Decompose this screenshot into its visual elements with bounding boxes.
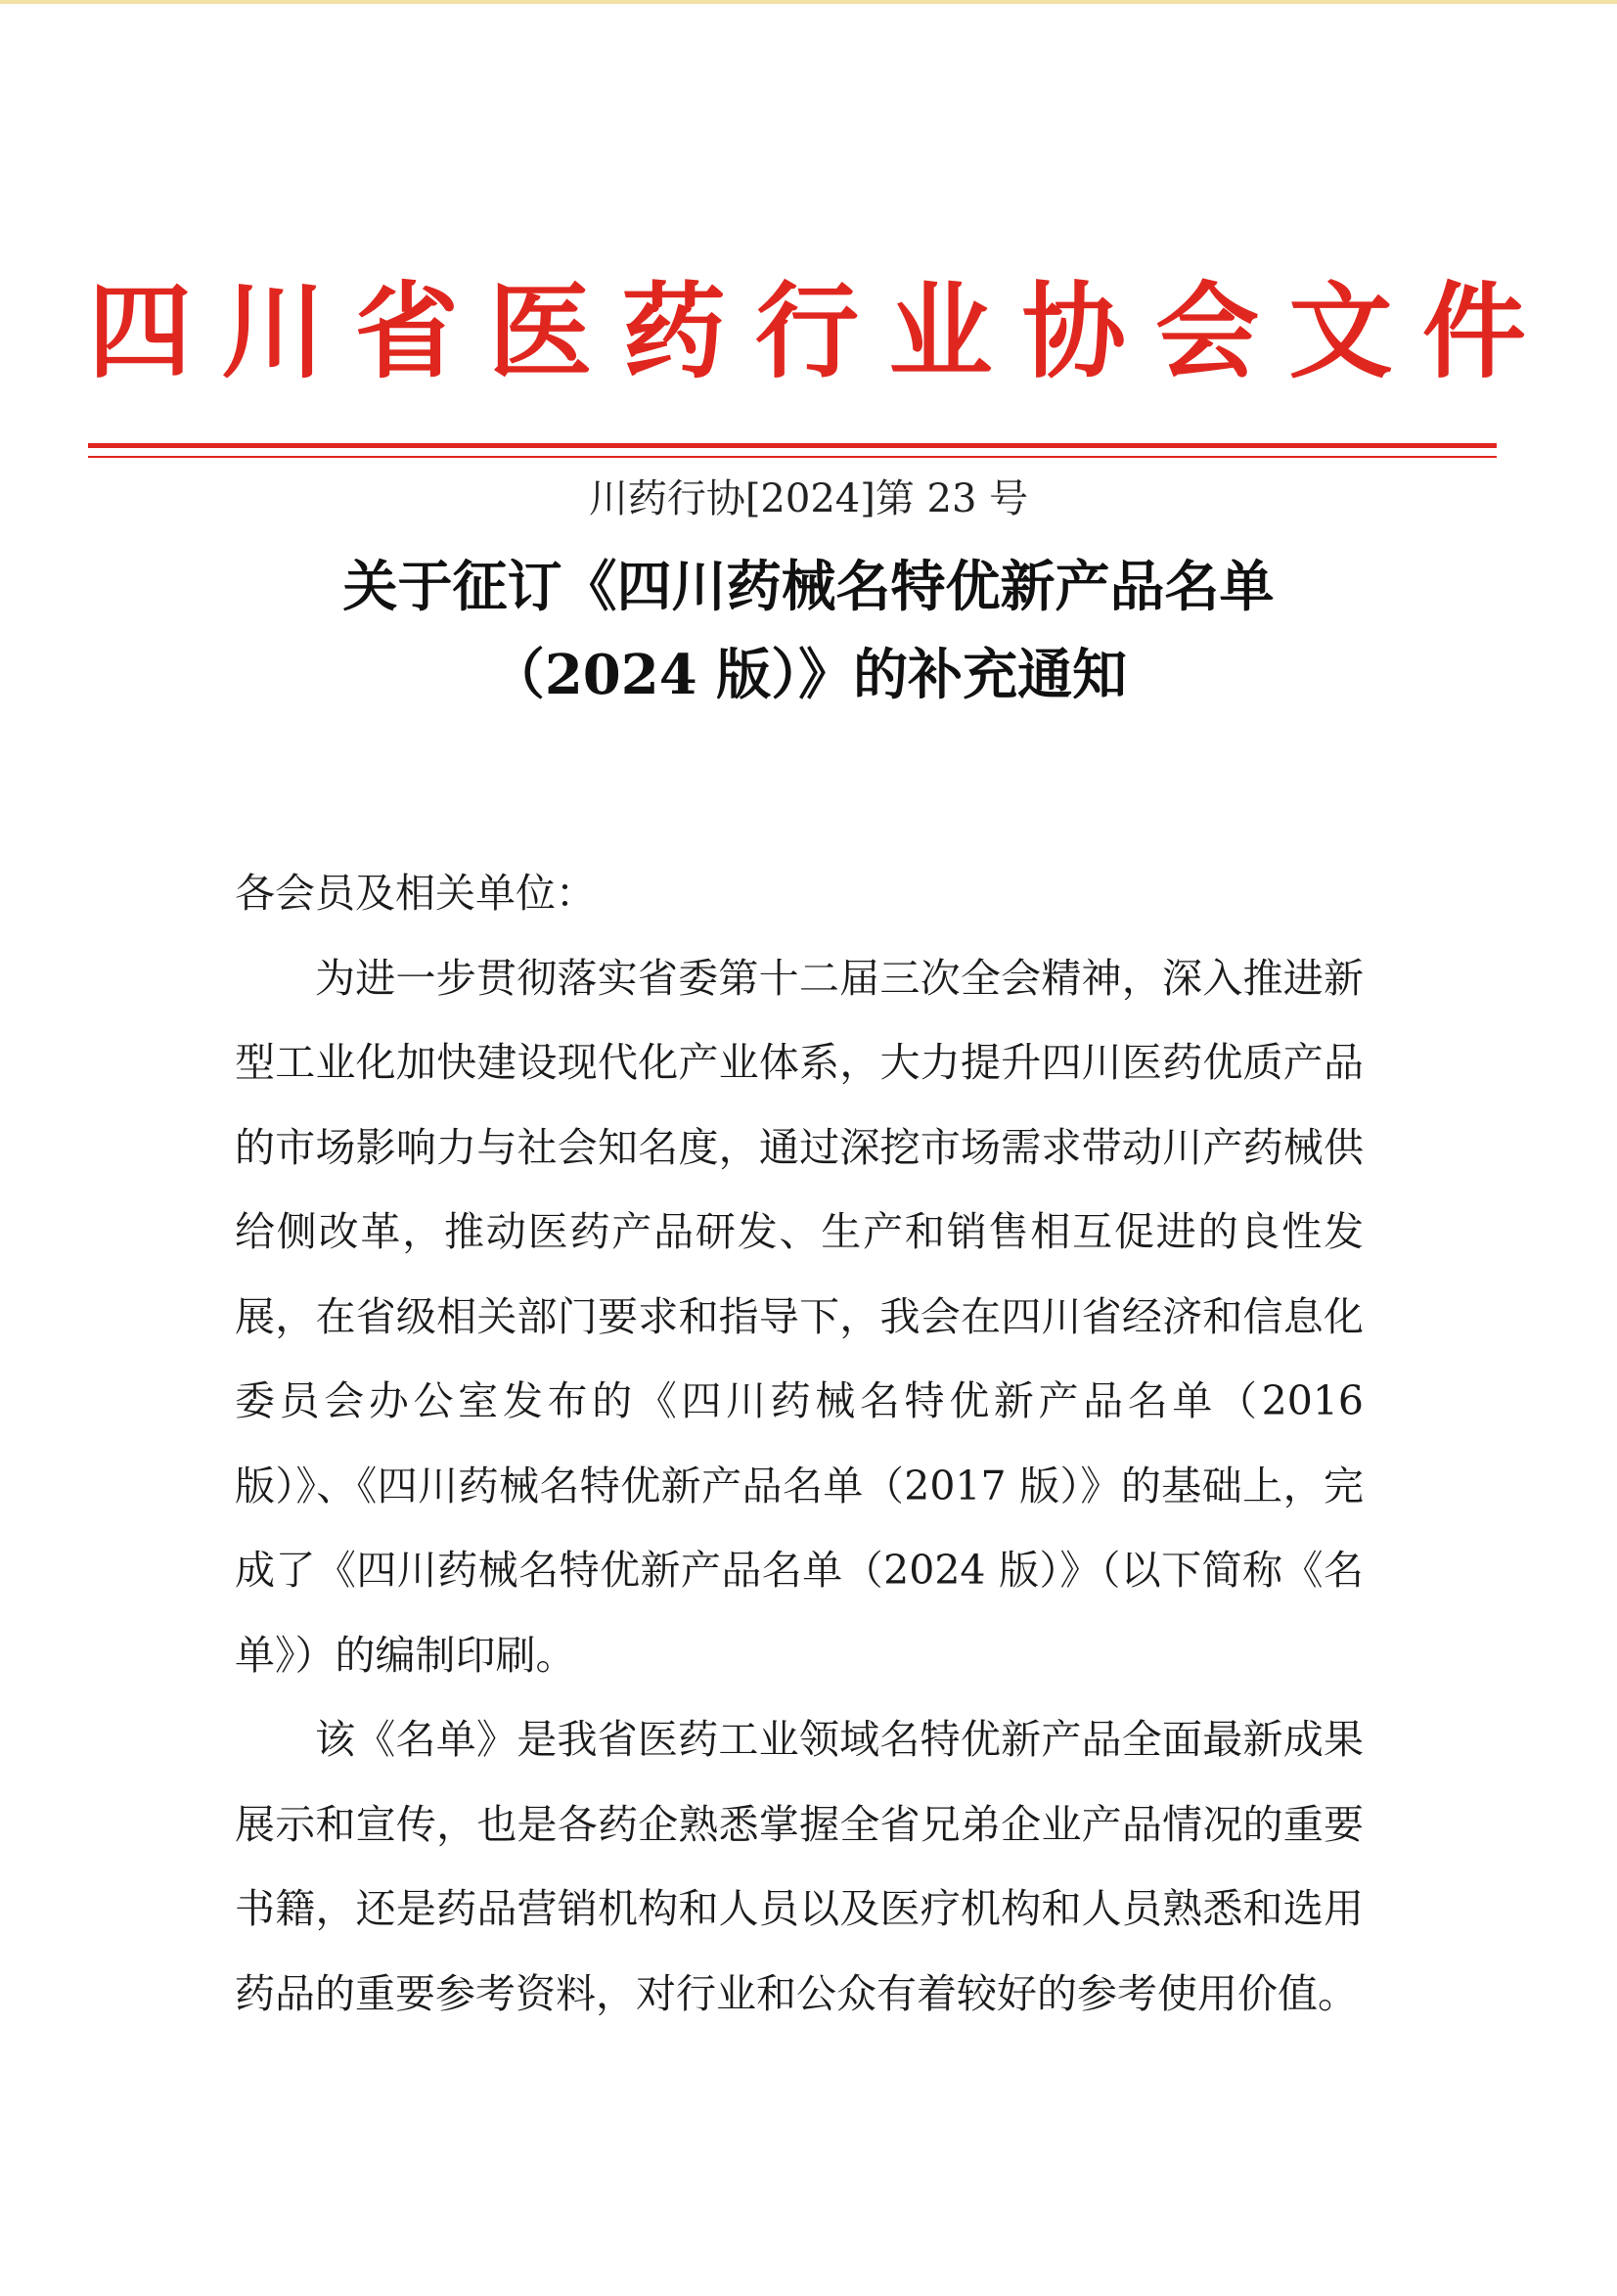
header-char: 业 xyxy=(888,272,993,392)
document-header xyxy=(88,259,1526,406)
header-char: 件 xyxy=(1421,272,1526,392)
body-paragraph-2: 该《名单》是我省医药工业领域名特优新产品全面最新成果展示和宣传，也是各药企熟悉掌握全省兄弟企业产品情况的重要书籍，还是药品营销机构和人员以及医疗机构和人员熟悉和选用药品的重要参考资料，对行业和公众有着较好的参考使用价值。 xyxy=(235,1716,1364,2017)
header-char: 药 xyxy=(621,272,726,392)
header-char: 协 xyxy=(1021,272,1126,392)
header-rule-thin xyxy=(88,456,1497,458)
salutation: 各会员及相关单位： xyxy=(235,870,596,917)
header-char: 川 xyxy=(221,272,326,392)
header-char: 行 xyxy=(754,272,859,392)
header-char: 文 xyxy=(1288,272,1393,392)
header-rule-thick xyxy=(88,443,1497,448)
header-char: 医 xyxy=(488,272,593,392)
header-char: 会 xyxy=(1155,272,1260,392)
header-char: 省 xyxy=(354,272,459,392)
page-top-edge xyxy=(0,0,1617,4)
header-char: 四 xyxy=(88,272,192,392)
document-body xyxy=(235,851,1364,2036)
title-line-1: 关于征订《四川药械名特优新产品名单 xyxy=(342,555,1275,619)
document-title xyxy=(0,543,1617,719)
title-line-2: （2024 版）》的补充通知 xyxy=(489,643,1128,707)
body-paragraph-1: 为进一步贯彻落实省委第十二届三次全会精神，深入推进新型工业化加快建设现代化产业体系，大力提升四川医药优质产品的市场影响力与社会知名度，通过深挖市场需求带动川产药械供给侧改革，推动医药产品研发、生产和销售相互促进的良性发展，在省级相关部门要求和指导下，我会在四川省经济和信息化委员会办公室发布的《四川药械名特优新产品名单（2016 版）》、《四川药械名特优新产品名单（2017 版）》的基础上，完成了《四川药械名特优新产品名单（2024 版）》（以下简称《名单》）的编制印刷。 xyxy=(235,954,1364,1679)
document-number: 川药行协[2024]第 23 号 xyxy=(588,476,1029,521)
